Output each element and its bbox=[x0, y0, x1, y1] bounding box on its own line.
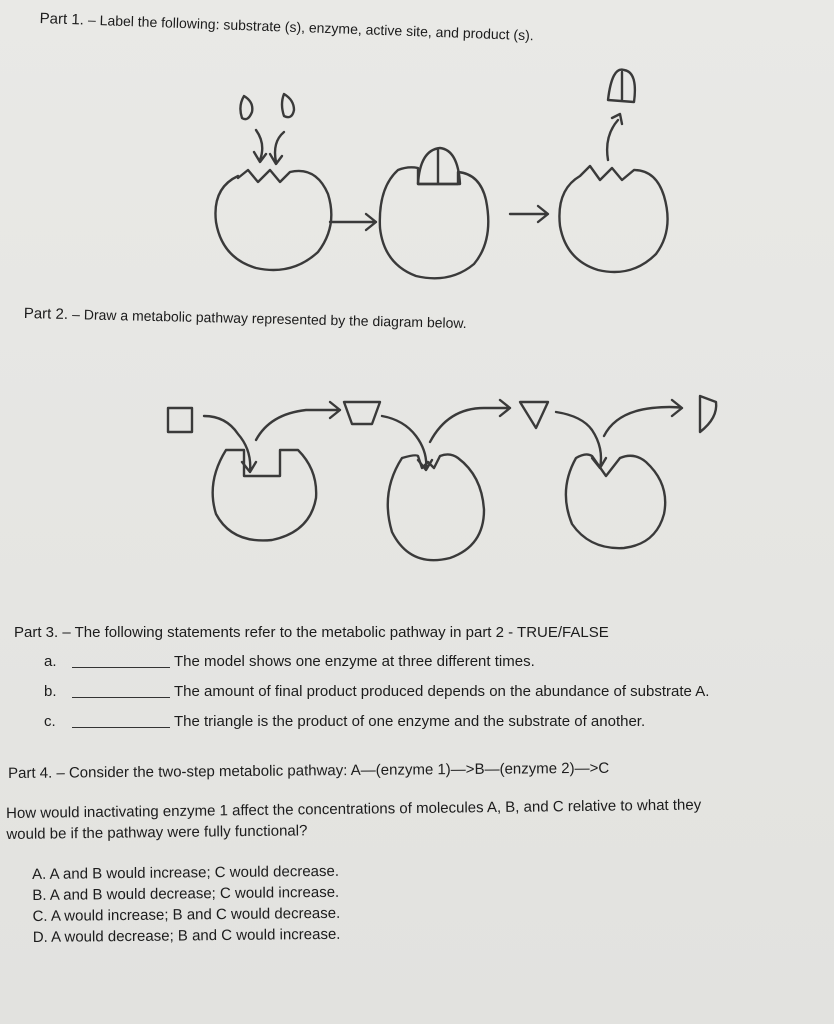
statement-text: The triangle is the product of one enzyme and the substrate of another. bbox=[174, 713, 646, 730]
statement-letter: c. bbox=[44, 713, 56, 730]
choice-text: A would decrease; B and C would increase. bbox=[51, 925, 341, 946]
question-line-2: would be if the pathway were fully functional? bbox=[6, 822, 308, 843]
answer-blank-c[interactable] bbox=[72, 727, 170, 728]
statement-letter: a. bbox=[44, 653, 57, 670]
part2-label: Part 2. bbox=[23, 305, 69, 323]
arrow-out-1 bbox=[256, 402, 340, 440]
part4-choices bbox=[32, 861, 341, 948]
arrow-trapezoid-in bbox=[382, 416, 432, 470]
choice-letter: D. bbox=[32, 928, 48, 946]
arrow-out-3 bbox=[604, 400, 682, 436]
statement-text: The amount of final product produced depends on the abundance of substrate A. bbox=[174, 683, 710, 700]
part2-instruction: – Draw a metabolic pathway represented by the diagram below. bbox=[71, 306, 467, 332]
statement-text: The model shows one enzyme at three different times. bbox=[174, 653, 535, 670]
choice-text: A would increase; B and C would decrease. bbox=[50, 904, 341, 925]
arrow-triangle-in bbox=[556, 412, 606, 468]
part4-question bbox=[6, 795, 702, 845]
choice-letter: B. bbox=[32, 886, 47, 904]
part3-label: Part 3. bbox=[14, 624, 59, 641]
part3-statement-a bbox=[44, 653, 535, 670]
molecule-triangle bbox=[520, 402, 548, 428]
arrow-out-2 bbox=[430, 400, 510, 442]
molecule-square bbox=[168, 408, 192, 432]
part3-statement-c bbox=[44, 713, 645, 730]
statement-letter: b. bbox=[44, 683, 57, 700]
answer-blank-b[interactable] bbox=[72, 697, 170, 698]
part3-instruction: – The following statements refer to the metabolic pathway in part 2 - TRUE/FALSE bbox=[62, 624, 609, 641]
enzyme-a bbox=[213, 450, 317, 540]
part4-label: Part 4. bbox=[8, 764, 53, 782]
choice-letter: C. bbox=[32, 907, 48, 925]
choice-text: A and B would increase; C would decrease. bbox=[49, 862, 340, 883]
part3-statement-b bbox=[44, 683, 709, 700]
enzyme-b bbox=[388, 454, 484, 560]
part3-heading bbox=[14, 624, 609, 641]
part1-instruction: – Label the following: substrate (s), enzyme, active site, and product (s). bbox=[87, 11, 534, 44]
molecule-trapezoid bbox=[344, 402, 380, 424]
choice-text: A and B would decrease; C would increase. bbox=[49, 883, 340, 904]
part1-label: Part 1. bbox=[39, 10, 85, 29]
answer-blank-a[interactable] bbox=[72, 667, 170, 668]
molecule-final-product bbox=[700, 396, 716, 432]
arrow-square-in bbox=[204, 416, 256, 472]
choice-d[interactable] bbox=[33, 924, 341, 948]
choice-letter: A. bbox=[32, 865, 47, 883]
enzyme-c bbox=[566, 454, 665, 548]
part4-instruction: – Consider the two-step metabolic pathway: A—(enzyme 1)—>B—(enzyme 2)—>C bbox=[56, 759, 610, 782]
question-line-1: How would inactivating enzyme 1 affect the concentrations of molecules A, B, and C relative to what they bbox=[6, 796, 702, 822]
